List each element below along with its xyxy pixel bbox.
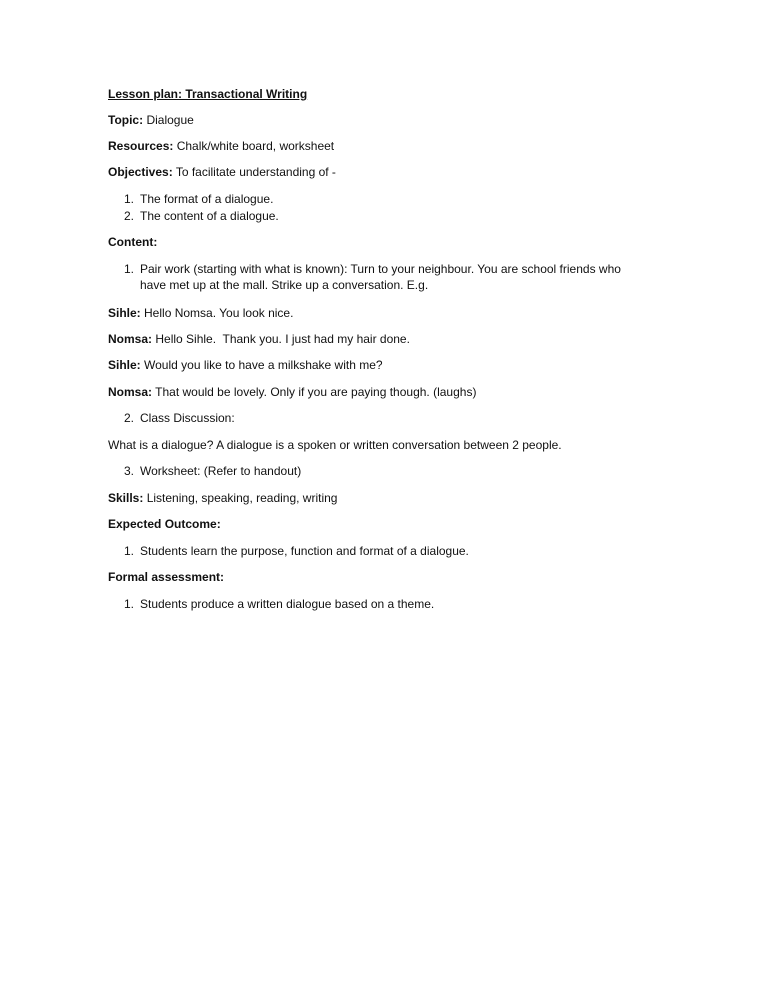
list-item (124, 191, 273, 207)
skills-line (108, 490, 337, 506)
list-number: 1. (124, 544, 135, 558)
list-text-line: have met up at the mall. Strike up a conversation. E.g. (140, 278, 429, 292)
document-title: Lesson plan: Transactional Writing (108, 87, 308, 101)
list-number: 1. (124, 262, 135, 276)
content-label: Content: (108, 235, 158, 249)
objectives-line (108, 164, 336, 180)
list-number: 1. (124, 192, 135, 206)
list-text (140, 261, 621, 293)
resources-label: Resources: (108, 139, 174, 153)
objectives-value: To facilitate understanding of - (175, 165, 336, 179)
skills-value: Listening, speaking, reading, writing (146, 491, 338, 505)
list-number: 3. (124, 464, 135, 478)
formal-assessment-heading (108, 569, 224, 585)
topic-label: Topic: (108, 113, 144, 127)
speaker: Nomsa: (108, 385, 153, 399)
list-item (124, 410, 235, 426)
dialogue-line (108, 384, 476, 400)
list-text: The content of a dialogue. (140, 209, 279, 223)
discussion-text: What is a dialogue? A dialogue is a spoken or written conversation between 2 people. (108, 438, 562, 452)
list-text: The format of a dialogue. (140, 192, 274, 206)
resources-line (108, 138, 334, 154)
list-text-line: Pair work (starting with what is known): Turn to your neighbour. You are school friends who (140, 262, 621, 276)
dialogue-text: Hello Nomsa. You look nice. (144, 306, 294, 320)
topic-value: Dialogue (146, 113, 194, 127)
skills-label: Skills: (108, 491, 144, 505)
dialogue-text: Would you like to have a milkshake with me? (144, 358, 383, 372)
objectives-label: Objectives: (108, 165, 173, 179)
speaker: Nomsa: (108, 332, 153, 346)
dialogue-line (108, 305, 293, 321)
dialogue-text: That would be lovely. Only if you are paying though. (laughs) (155, 385, 477, 399)
dialogue-line (108, 357, 383, 373)
dialogue-line (108, 331, 410, 347)
topic-line (108, 112, 194, 128)
list-item (124, 261, 621, 293)
speaker: Sihle: (108, 358, 141, 372)
formal-label: Formal assessment: (108, 570, 225, 584)
list-item (124, 208, 279, 224)
expected-label: Expected Outcome: (108, 517, 221, 531)
list-text: Students learn the purpose, function and format of a dialogue. (140, 544, 469, 558)
content-heading (108, 234, 157, 250)
list-number: 2. (124, 411, 135, 425)
list-text: Worksheet: (Refer to handout) (140, 464, 302, 478)
list-item (124, 463, 301, 479)
list-item (124, 596, 434, 612)
dialogue-text: Hello Sihle. Thank you. I just had my hair done. (155, 332, 410, 346)
list-number: 1. (124, 597, 135, 611)
list-item (124, 543, 469, 559)
expected-outcome-heading (108, 516, 221, 532)
list-text: Students produce a written dialogue based on a theme. (140, 597, 435, 611)
list-text: Class Discussion: (140, 411, 235, 425)
speaker: Sihle: (108, 306, 141, 320)
list-number: 2. (124, 209, 135, 223)
resources-value: Chalk/white board, worksheet (176, 139, 335, 153)
